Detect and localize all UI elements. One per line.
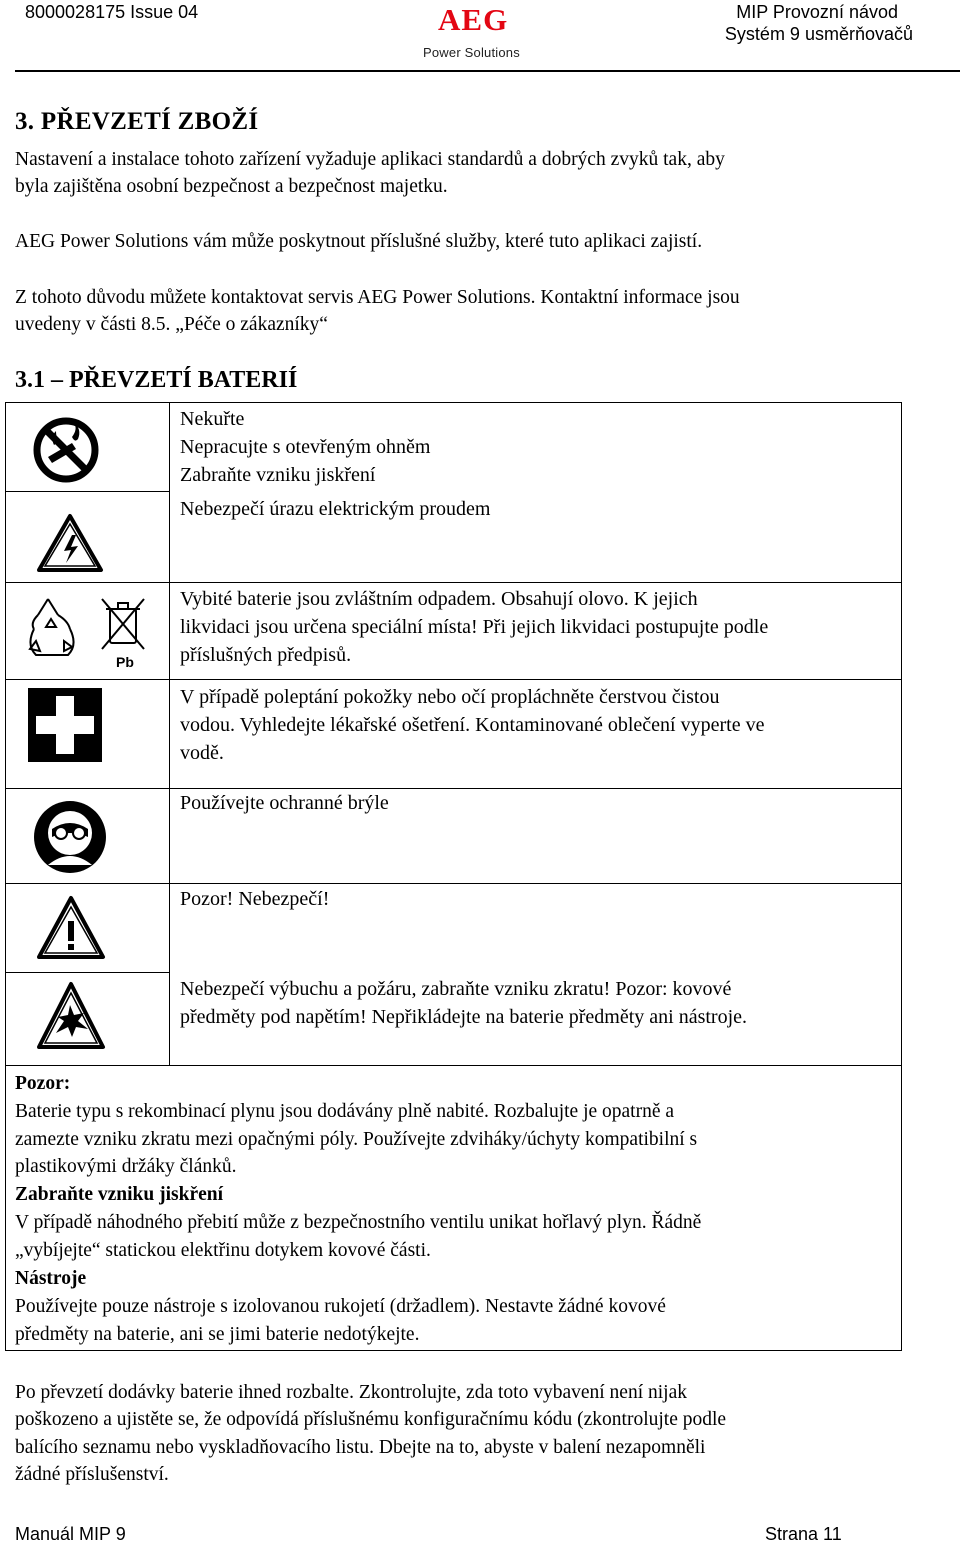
first-aid-icon	[26, 686, 104, 764]
caution-line-1: Baterie typu s rekombinací plynu jsou dodávány plně nabité. Rozbalujte je opatrně a	[15, 1101, 675, 1122]
header-rule	[15, 70, 960, 72]
table-row	[180, 495, 490, 523]
explosion-icon	[36, 981, 106, 1051]
section-title: 3. PŘEVZETÍ ZBOŽÍ	[15, 108, 259, 135]
contact-line-1: Z tohoto důvodu můžete kontaktovat servis AEG Power Solutions. Kontaktní informace jsou	[15, 287, 740, 308]
no-fire-text: Nepracujte s otevřeným ohněm	[180, 436, 431, 458]
document-id: 8000028175 Issue 04	[25, 2, 199, 22]
table-row	[180, 683, 764, 767]
contact-line-2: uvedeny v části 8.5. „Péče o zákazníky“	[15, 314, 328, 335]
svg-text:Pb: Pb	[116, 654, 134, 670]
no-sparks-text: Zabraňte vzniku jiskření	[180, 464, 376, 486]
footer-page-number: Strana 11	[765, 1524, 842, 1544]
goggles-icon	[32, 799, 108, 875]
disposal-line-3: příslušných předpisů.	[180, 644, 352, 666]
intro-line-1: Nastavení a instalace tohoto zařízení vyžaduje aplikaci standardů a dobrých zvyků tak, aby	[15, 149, 725, 170]
caution-title: Pozor:	[15, 1073, 71, 1094]
disposal-line-2: likvidaci jsou určena speciální místa! Při jejich likvidaci postupujte podle	[180, 616, 769, 638]
header-subtitle: Systém 9 usměrňovačů	[724, 24, 913, 44]
icon-separator	[6, 491, 170, 492]
tools-line-1: Používejte pouze nástroje s izolovanou rukojetí (držadlem). Nestavte žádné kovové	[15, 1296, 666, 1317]
header-title: MIP Provozní návod	[736, 2, 898, 22]
aeg-logo	[423, 2, 553, 60]
subsection-title: 3.1 – PŘEVZETÍ BATERIÍ	[15, 367, 298, 393]
caution-line-3: plastikovými držáky článků.	[15, 1156, 237, 1177]
unpack-line-2: poškozeno a ujistěte se, že odpovídá příslušnému konfiguračnímu kódu (zkontrolujte podle	[15, 1409, 727, 1430]
electric-hazard-text: Nebezpečí úrazu elektrickým proudem	[180, 498, 491, 520]
services-paragraph: AEG Power Solutions vám může poskytnout příslušné služby, které tuto aplikaci zajistí.	[15, 231, 703, 252]
icon-separator	[6, 972, 170, 973]
tools-title: Nástroje	[15, 1268, 87, 1289]
spark-title: Zabraňte vzniku jiskření	[15, 1184, 224, 1205]
unpack-line-3: balícího seznamu nebo vyskladňovacího listu. Dbejte na to, abyste v balení nezapomněli	[15, 1437, 706, 1458]
first-aid-line-2: vodou. Vyhledejte lékařské ošetření. Kontaminované oblečení vyperte ve	[180, 714, 765, 736]
disposal-line-1: Vybité baterie jsou zvláštním odpadem. Obsahují olovo. K jejich	[180, 588, 698, 610]
row-separator	[6, 883, 901, 884]
warning-icon	[36, 895, 106, 961]
table-row	[180, 585, 768, 669]
row-separator	[6, 582, 901, 583]
table-row	[180, 789, 389, 817]
no-smoking-text: Nekuřte	[180, 408, 245, 430]
row-separator	[6, 679, 901, 680]
row-separator	[6, 788, 901, 789]
recycling-pb-icon	[18, 589, 158, 673]
footer-manual: Manuál MIP 9	[15, 1524, 126, 1544]
table-row	[180, 885, 329, 913]
spark-line-2: „vybíjejte“ statickou elektřinu dotykem kovové části.	[15, 1240, 431, 1261]
page-header	[0, 0, 960, 70]
explosion-line-2: předměty pod napětím! Nepřikládejte na baterie předměty ani nástroje.	[180, 1006, 748, 1028]
logo-brand: AEG	[438, 2, 509, 37]
table-row	[180, 405, 430, 489]
unpack-line-1: Po převzetí dodávky baterie ihned rozbalte. Zkontrolujte, zda toto vybavení není nijak	[15, 1382, 687, 1403]
table-divider	[169, 403, 170, 1065]
caution-line-2: zamezte vzniku zkratu mezi opačnými póly. Používejte zdviháky/úchyty kompatibilní s	[15, 1129, 698, 1150]
spark-line-1: V případě náhodného přebití může z bezpečnostního ventilu unikat hořlavý plyn. Řádně	[15, 1212, 702, 1233]
first-aid-line-1: V případě poleptání pokožky nebo očí propláchněte čerstvou čistou	[180, 686, 720, 708]
unpack-line-4: žádné příslušenství.	[15, 1464, 169, 1485]
explosion-line-1: Nebezpečí výbuchu a požáru, zabraňte vzniku zkratu! Pozor: kovové	[180, 978, 732, 1000]
first-aid-line-3: vodě.	[180, 742, 224, 764]
no-smoking-no-fire-icon	[28, 415, 104, 485]
goggles-text: Používejte ochranné brýle	[180, 792, 389, 814]
caution-box	[5, 1066, 902, 1351]
tools-line-2: předměty na baterie, ani se jimi baterie nedotýkejte.	[15, 1324, 420, 1345]
electric-hazard-icon	[36, 513, 104, 573]
table-row	[180, 975, 747, 1031]
intro-line-2: byla zajištěna osobní bezpečnost a bezpečnost majetku.	[15, 176, 448, 197]
logo-subtitle: Power Solutions	[423, 45, 520, 60]
safety-table	[5, 402, 902, 1066]
warning-text: Pozor! Nebezpečí!	[180, 888, 330, 910]
